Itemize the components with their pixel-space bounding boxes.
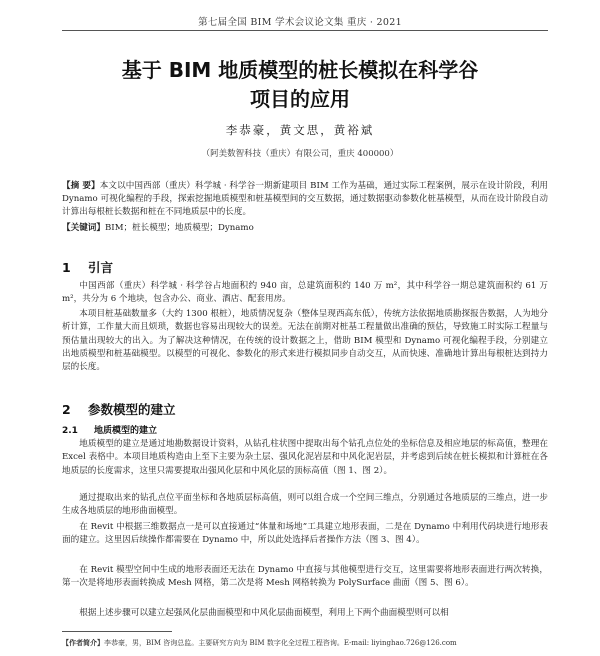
abstract-label: 【摘 要】 bbox=[62, 181, 100, 191]
section-heading-2 bbox=[62, 400, 176, 418]
title-line-2: 项目的应用 bbox=[250, 87, 350, 111]
paper-title bbox=[40, 56, 560, 114]
section-title: 引言 bbox=[88, 260, 114, 275]
abstract-text: 本文以中国西部（重庆）科学城 · 科学谷一期新建项目 BIM 工作为基础，通过实际工程案例，展示在设计阶段，利用 Dynamo 可视化编程的手段，探索挖掘地质模型和桩基模型间的交互数据，通过数据驱动参数化桩基模型，从而在设计阶段自动计算出每根桩长数据和桩在不同地质层中的长度。 bbox=[62, 181, 549, 218]
subsection-heading-2-1 bbox=[62, 423, 157, 436]
footnote-rule bbox=[62, 631, 172, 632]
section-title: 参数模型的建立 bbox=[88, 402, 176, 417]
section-2-1-paragraph-5: 根据上述步骤可以建立起强风化层曲面模型和中风化层曲面模型，利用上下两个曲面模型则可以相 bbox=[79, 608, 449, 618]
keywords-text: BIM；桩长模型；地质模型；Dynamo bbox=[104, 223, 254, 233]
header-rule bbox=[62, 30, 548, 31]
intro-paragraph-1: 中国西部（重庆）科学城 · 科学谷占地面积约 940 亩，总建筑面积约 140 万 m²，其中科学谷一期总建筑面积约 61 万 m²，共分为 6 个地块，包含办公、商业、酒店、配套用房。 bbox=[62, 281, 548, 305]
section-heading-1 bbox=[62, 258, 113, 276]
footnote-label: 【作者简介】 bbox=[62, 639, 104, 647]
title-line-1: 基于 BIM 地质模型的桩长模拟在科学谷 bbox=[121, 58, 479, 82]
affiliation: （阿美数智科技（重庆）有限公司，重庆 400000） bbox=[201, 149, 399, 159]
section-2-1-paragraph-4: 在 Revit 模型空间中生成的地形表面还无法在 Dynamo 中直接与其他模型进行交互，这里需要将地形表面进行两次转换，第一次是将地形表面转换成 Mesh 网格，第二次是将 Mesh 网格转换为 PolySurface 曲面（图 5、图 6）。 bbox=[62, 565, 548, 589]
intro-paragraph-2: 本项目桩基础数量多（大约 1300 根桩），地质情况复杂（整体呈现西高东低），传统方法依据地质勘探报告数据，人为地分析计算，工作量大而且烦琐，数据也容易出现较大的误差。无法在前期对桩基工程量做出准确的预估，导致施工时实际工程量与预估量出现较大的出入。为了解决这种情况，在传统的设计数据之上，借助 BIM 模型和 Dynamo 可视化编程手段，分别建立出地质模型和桩基础模型。以模型的可视化、参数化的形式来进行模拟同步自动交互，从而快速、准确地计算出每根桩达到持力层的长度。 bbox=[62, 309, 548, 373]
keywords-label: 【关键词】 bbox=[62, 223, 105, 233]
section-2-1-paragraph-3: 在 Revit 中根据三维数据点一是可以直接通过“体量和场地”工具建立地形表面，二是在 Dynamo 中利用代码块进行地形表面的建立。这里因后续操作都需要在 Dynamo 中，所以此处选择后者操作方法（图 3、图 4）。 bbox=[62, 522, 548, 546]
section-number: 1 bbox=[62, 260, 71, 275]
running-head: 第七届全国 BIM 学术会议论文集 重庆 · 2021 bbox=[198, 17, 402, 28]
authors: 李恭豪，黄文思，黄裕斌 bbox=[225, 123, 375, 137]
footnote-text: 李恭豪，男，BIM 咨询总监。主要研究方向为 BIM 数字化全过程工程咨询。E-mail: liyinghao.726@126.com bbox=[104, 639, 457, 647]
subsection-number: 2.1 bbox=[62, 426, 78, 436]
abstract bbox=[62, 180, 548, 220]
section-number: 2 bbox=[62, 402, 71, 417]
section-2-1-paragraph-1: 地质模型的建立是通过地勘数据设计资料，从钻孔柱状图中提取出每个钻孔点位处的坐标信息及相应地层的标高值，整理在 Excel 表格中。本项目地质构造由上至下主要为杂土层、强风化泥岩层和中风化泥岩层，并考虑到后续在桩长模拟和计算桩在各地质层的长度需求，这里只需要提取出强风化层和中风化层的顶标高值（图 1、图 2）。 bbox=[62, 439, 548, 476]
subsection-title: 地质模型的建立 bbox=[94, 426, 158, 436]
author-footnote bbox=[62, 638, 560, 648]
keywords bbox=[62, 222, 548, 235]
section-2-1-paragraph-2: 通过提取出来的钻孔点位平面坐标和各地质层标高值，则可以组合成一个空间三维点，分别通过各地质层的三维点，进一步生成各地质层的地形曲面模型。 bbox=[62, 493, 548, 517]
